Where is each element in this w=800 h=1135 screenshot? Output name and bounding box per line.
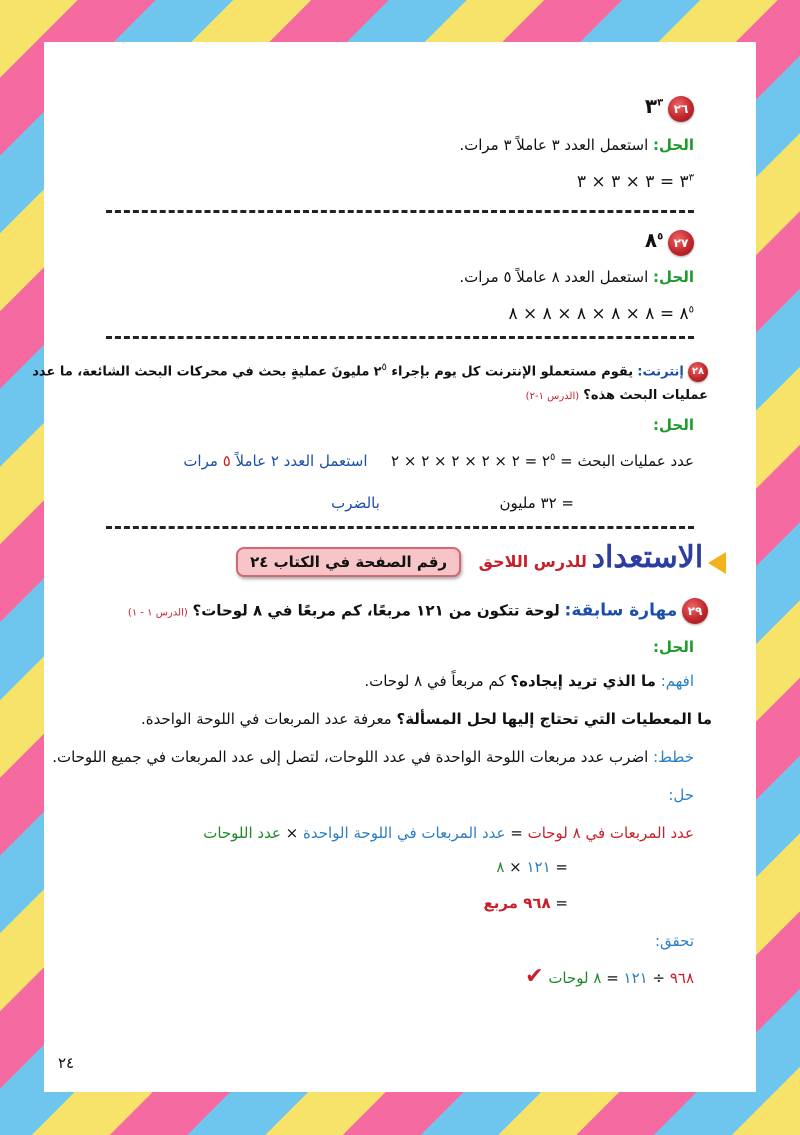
banner-subtitle: للدرس اللاحق	[478, 552, 587, 571]
eq1-board-count: عدد اللوحات	[203, 824, 281, 842]
q29-eq1	[84, 824, 694, 842]
q28-line2-note: بالضرب	[331, 494, 380, 512]
q29-understand	[84, 672, 694, 690]
page-number: ٢٤	[58, 1054, 75, 1072]
plan-text: اضرب عدد مربعات اللوحة الواحدة في عدد اللوحات، لتصل إلى عدد المربعات في جميع اللوحات.	[52, 748, 649, 766]
q27-eq-exponent: ٥	[688, 304, 694, 316]
q26-number-badge: ٢٦	[668, 96, 694, 122]
eq1-total-squares: عدد المربعات في ٨ لوحات	[527, 824, 694, 842]
q29-eq3	[84, 894, 568, 912]
eq2-equals: =	[550, 858, 568, 876]
q29-plan	[52, 748, 694, 766]
q27-equation	[84, 304, 694, 324]
checkmark-icon: ✔	[525, 964, 544, 989]
q29-given	[84, 710, 712, 728]
q27-solution-text: استعمل العدد ٨ عاملاً ٥ مرات.	[459, 268, 649, 286]
check-equals: =	[601, 969, 624, 987]
q28-question-line1	[32, 362, 708, 382]
q26-solution-text: استعمل العدد ٣ عاملاً ٣ مرات.	[459, 136, 649, 154]
q29-lesson-ref: (الدرس ١ - ١)	[127, 607, 188, 619]
q27-eq-base: ٨	[679, 304, 689, 324]
q27-expression	[645, 228, 663, 252]
understand-label: افهم:	[660, 672, 694, 690]
q28-solution-label: الحل:	[653, 416, 694, 434]
check-total: ٩٦٨	[669, 969, 694, 987]
q27-base: ٨	[644, 228, 658, 252]
q27-number-badge: ٢٧	[668, 230, 694, 256]
understand-question: ما الذي تريد إيجاده؟	[510, 672, 656, 690]
q26-equation	[84, 172, 694, 192]
eq3-result: ٩٦٨ مربع	[483, 894, 551, 912]
q26-header	[84, 94, 694, 122]
q27-eq-rhs: = ٨ × ٨ × ٨ × ٨ × ٨	[508, 304, 675, 324]
q28-line1-note-end: مرات	[183, 452, 218, 470]
divider	[106, 210, 694, 213]
q28-line1-note-num: ٥	[222, 452, 231, 470]
check-result: ٨ لوحات	[548, 969, 602, 987]
q29-solve-label-row	[84, 786, 694, 804]
q26-eq-rhs: = ٣ × ٣ × ٣	[576, 172, 675, 192]
page-reference-box: رقم الصفحة في الكتاب ٢٤	[236, 547, 461, 577]
eq2-squares: ١٢١	[526, 858, 551, 876]
eq2-times: ×	[504, 858, 527, 876]
divider	[106, 336, 694, 339]
q28-line1	[84, 452, 694, 470]
q26-exponent: ٣	[657, 97, 664, 109]
prep-banner	[84, 540, 726, 577]
eq2-boards: ٨	[496, 858, 505, 876]
page-content	[32, 42, 756, 1092]
q28-line1-exponent: ٥	[549, 452, 556, 463]
banner-title: الاستعداد	[591, 540, 704, 575]
q28-line2-result: = ٣٢ مليون	[499, 494, 574, 512]
q27-solution	[84, 268, 694, 286]
divider	[106, 526, 694, 529]
q29-question	[84, 598, 708, 624]
q28-text-part1: يقوم مستعملو الإنترنت كل يوم بإجراء ٢	[373, 364, 634, 380]
q26-solution	[84, 136, 694, 154]
check-per-board: ١٢١	[623, 969, 648, 987]
eq3-equals: =	[550, 894, 568, 912]
q29-question-text: لوحة تتكون من ١٢١ مربعًا، كم مربعًا في ٨ لوحات؟	[192, 601, 560, 620]
q26-expression	[645, 94, 663, 118]
banner-arrow-icon	[708, 552, 726, 574]
plan-label: خطط:	[653, 748, 694, 766]
q28-line1-rhs: = ٢ × ٢ × ٢ × ٢ × ٢	[391, 452, 538, 470]
check-divide: ÷	[647, 969, 670, 987]
q26-eq-exponent: ٣	[688, 172, 694, 184]
q29-solution-label-row	[84, 638, 694, 656]
given-answer: معرفة عدد المربعات في اللوحة الواحدة.	[140, 710, 392, 728]
page-sheet	[32, 42, 756, 1092]
q28-lesson-ref: (الدرس ١-٢)	[525, 391, 580, 402]
eq1-times: ×	[280, 824, 304, 842]
q28-question-line2	[84, 388, 708, 403]
eq1-equals: =	[505, 824, 528, 842]
q28-number-badge: ٢٨	[688, 362, 708, 382]
q29-number-badge: ٢٩	[682, 598, 708, 624]
q29-check	[84, 964, 694, 989]
eq1-squares-per-board: عدد المربعات في اللوحة الواحدة	[303, 824, 506, 842]
q26-eq-base: ٣	[679, 172, 689, 192]
given-question: ما المعطيات التي تحتاج إليها لحل المسألة؟	[396, 710, 712, 728]
understand-answer: كم مربعاً في ٨ لوحات.	[364, 672, 506, 690]
q27-exponent: ٥	[657, 231, 664, 243]
q28-line1-lhs: عدد عمليات البحث = ٢	[541, 452, 694, 470]
q26-base: ٣	[644, 94, 658, 118]
q28-text-part3: عمليات البحث هذه؟	[583, 388, 708, 403]
q27-header	[84, 228, 694, 256]
q28-solution-label-row	[84, 416, 694, 434]
q28-topic-label: إنترنت:	[637, 364, 684, 380]
q29-solution-label: الحل:	[653, 638, 694, 656]
q29-check-label-row	[84, 932, 694, 950]
q26-solution-label: الحل:	[653, 136, 694, 154]
check-label: تحقق:	[654, 932, 694, 950]
q28-line1-note: استعمل العدد ٢ عاملاً	[235, 452, 368, 470]
q29-eq2	[84, 858, 568, 876]
solve-label: حل:	[668, 786, 694, 804]
q29-skill-label: مهارة سابقة:	[564, 600, 678, 621]
q28-exponent: ٥	[381, 362, 387, 374]
q28-text-part2: مليونَ عمليةٍ بحث في محركات البحث الشائعة، ما عدد	[32, 364, 370, 380]
q27-solution-label: الحل:	[653, 268, 694, 286]
q28-line2	[84, 494, 574, 512]
